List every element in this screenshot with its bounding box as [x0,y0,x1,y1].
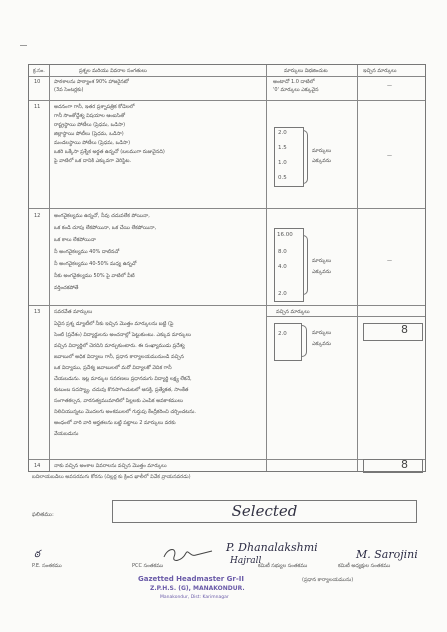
column-divider [266,65,267,471]
pcc-signature-label: PCC సంతకము [132,563,164,569]
marks-value: 8.0 [278,249,287,255]
marks-subheader: వచ్చిన మార్కులు [276,309,310,315]
stamp-line-1: Gazetted Headmaster Gr-II [138,575,244,583]
column-divider [357,65,358,471]
chair-signature-label: కమిటీ అధ్యక్షుల సంతకము [338,563,391,569]
given-marks: 8 [401,458,408,471]
marks-note: మార్కులు [312,148,332,154]
header-sno: క్ర.సం. [33,68,45,74]
row-line: మండలస్థాయి పోటీలు (ప్రెధమ, ఒడిసా) [54,140,131,146]
row-line: పై వాటిలో ఒక దానికి ఎక్కువగా వెరిస్టిట. [54,158,132,164]
column-divider [49,65,50,471]
row-line: సెంటి (ప్రదేశం) విద్యార్థులను అంచనాల్లో పెట్టుకుంటు. ఎక్కువ మార్కులు [54,332,192,338]
row-line: నీకు అంగవైకల్యము 50% పై వాటిలో వీటి [54,273,135,279]
brace [303,130,308,184]
given-marks-box [363,459,423,473]
marks-note: ఎక్కువను [312,269,332,275]
row-line: వేయబడును [54,431,79,437]
marks-value: 2.0 [278,130,287,136]
row-divider [29,305,425,306]
given-marks: — [387,258,392,264]
row-number: 13 [34,309,41,315]
row-line: అంగవైకల్యము ఉన్నచో, నీవు చదువలేక పోయినా, [54,213,150,219]
row-number: 14 [34,463,41,469]
header-given: ఇచ్చిన మార్కులు [363,68,397,74]
row-line: కుటుంబ సదస్య్యా, చదువు కొనసాగించుటలో ఆసక్తి, ప్రత్యేకత, సాంకేత [54,387,189,393]
marks-value: 1.0 [278,160,287,166]
table-footnote: బదిలాయబడిలు అవసరమగు కోరను (చిల్లర్ల కు క్రింద ఖాలీలో వివేక వ్రాయనవరడు) [32,474,191,480]
pe-signature-label: P.E. సంతకము [32,563,62,569]
marks-value: 2.0 [278,331,287,337]
row-line: అదనంగా గానీ, ఇతర ప్రశ్నాపత్రిక కోడెలలో [54,104,135,110]
row-line: చేయబడును. ఇట్ల మార్కుల సవరణలు ప్రధానమగు విద్యార్థి లక్ష్య లేకనే, [54,376,192,382]
header-item: ప్రశ్నల మరియు వివరాల సంగతులు [79,68,147,74]
row-divider [29,76,425,77]
row-line: ఒకరి ఒక్కేసా ప్రశ్నేక అర్థత ఉన్నచో (బలముగా రుజువైనది) [54,149,165,155]
row-number: 12 [34,213,41,219]
scan-mark [20,45,27,46]
given-marks: — [387,83,392,89]
row-number: 11 [34,104,41,110]
row-line: జవాబులో అధిక విద్యాలు గానీ, ప్రధాన కార్యాలయమునుండి వచ్చిన [54,354,184,360]
stamp-line-3: Manakondur, Dist: Karimnagar [160,595,229,600]
row-line: సంగాతకల్పన, వారసత్వముమాటిలో పిల్లలకు ఎంపిక అవకాశములు [54,398,183,404]
row-line: నిలిచియున్నటు మొదలగు అంశములలో గుర్తుపు కేంద్రీకరించి చర్చించటను. [54,409,196,415]
row-line: ఏదైన ప్రశ్న డ్యూటీలో నీకు ఇచ్చిన మొత్తం మార్కులను బట్టి (పై [54,321,174,327]
row-divider [29,208,425,209]
brace [302,325,307,357]
row-line: నాకు వచ్చిన అంశాల వివరాలను వచ్చిన మొత్తం మార్కులు [54,463,167,469]
marks-note: ఎక్కువను [312,341,332,347]
pcc-signature [160,543,220,565]
row-line: వర్తించకపోతే [54,285,79,291]
row-number: 10 [34,79,41,85]
marks-note: '0' మార్కులు ఎక్కువైన [273,87,319,93]
chair-signature: M. Sarojini [356,548,418,561]
marks-note: మార్కులు [312,258,332,264]
row-line: (3వ సెంటర్లకు) [54,87,84,93]
row-line: ఆంధంలో వారి వారి అర్హతలను బట్టి పట్టాలు 2 మార్కులు వరకు [54,420,176,426]
result-value: Selected [231,502,298,520]
member-signature-second: Hajrall [230,556,262,566]
result-box [112,500,417,523]
marks-value: 0.5 [278,175,287,181]
marks-value: 1.5 [278,145,287,151]
row-line: గానీ సొంతోద్దేశ్య విషయాల ఆంఐసితో [54,113,125,119]
row-line: వచ్చిన విద్యార్థిలో చెరదిని మార్చుకుంటారు. ఈ సంఖ్యాముడు ప్రదేశ్య [54,343,185,349]
marks-note: అంటాదో 1.0 దాటిలో [273,79,315,85]
row-line: ఒక విద్యాము, ప్రదేశ్య జవాబులలో మరో విద్యాలకో వెదిక గానీ [54,365,172,371]
evaluation-table [28,64,426,472]
row-divider [29,100,425,101]
row-line: సవరవేత మార్కులు [54,309,93,315]
stamp-line-2: Z.P.H.S. (G), MANAKONDUR. [150,585,245,592]
row-line: జిల్లాస్థాయి పోటీలు (ప్రెధమ, ఒడిసా) [54,131,124,137]
row-line: రాష్ట్రస్థాయి పోటీలు (ప్రెధమ, ఒడిసా) [54,122,126,128]
head-office-label: (ప్రధాన కార్యాలయమును) [302,577,354,583]
brace [303,235,308,295]
marks-note: మార్కులు [312,330,332,336]
row-line: పాఠశాలను పాఠ్యాంశ 90% హాజరైనటో [54,79,129,85]
marks-value: 2.0 [278,291,287,297]
marks-box [274,323,302,361]
marks-value: 16.00 [277,232,293,238]
given-marks: — [387,153,392,159]
row-line: ఒక కండి చూపు లేకపోయినా, ఒక చేయి లేకపోయినా, [54,225,157,231]
row-line: నీ అంగవైకల్యము 40% దాటినచో [54,249,120,255]
given-marks: 8 [401,323,408,336]
marks-note: ఎక్కువను [312,158,332,164]
header-marks: మార్కులు విభజించుట [284,68,328,74]
pe-signature: ఠ [34,549,40,560]
row-line: నీ అంగవైకల్యము 40-50% మధ్య ఉన్నచో [54,261,137,267]
member-signature-label: కమిటీ సభ్యుల సంతకము [258,563,308,569]
row-line: ఒక కాలు లేకపోయినా [54,237,96,243]
member-signature: P. Dhanalakshmi [226,541,318,554]
marks-value: 4.0 [278,264,287,270]
result-label: ఫలితము: [32,512,54,518]
given-marks-box [363,323,423,341]
row-divider [266,316,425,317]
